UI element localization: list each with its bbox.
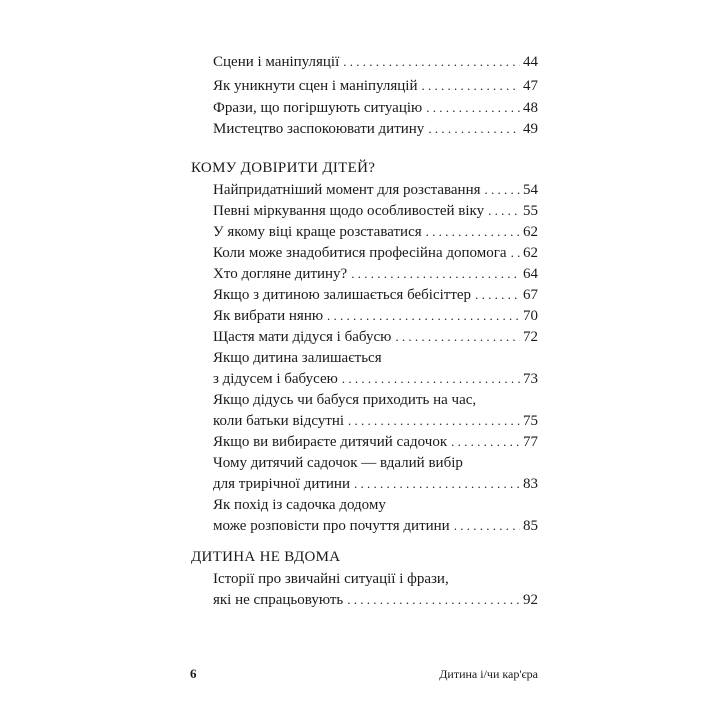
toc-entry-title: У якому віці краще розставатися <box>213 224 422 240</box>
toc-entry-page: 64 <box>523 266 538 282</box>
toc-entry <box>213 76 538 97</box>
toc-entry-title-cont: які не спрацьовують <box>213 592 344 608</box>
section-heading: КОМУ ДОВІРИТИ ДІТЕЙ? <box>191 160 376 176</box>
toc-entry <box>213 390 538 432</box>
dot-leader <box>343 52 520 72</box>
section-heading: ДИТИНА НЕ ВДОМА <box>191 549 341 565</box>
dot-leader <box>451 432 520 452</box>
toc-entry-title: Хто догляне дитину? <box>213 266 348 282</box>
toc-entry-title-cont: з дідусем і бабусею <box>213 371 338 387</box>
toc-entry-title: Якщо ви вибираєте дитячий садочок <box>213 434 448 450</box>
toc-entry <box>213 453 538 495</box>
toc-entry-title: Чому дитячий садочок — вдалий вибір <box>213 455 463 471</box>
dot-leader <box>426 222 520 242</box>
toc-entry-page: 77 <box>523 434 538 450</box>
toc-entry-page: 48 <box>523 100 538 116</box>
toc-entry <box>213 495 538 537</box>
dot-leader <box>426 98 520 118</box>
toc-entry-title: Як похід із садочка додому <box>213 497 386 513</box>
toc-entry <box>213 264 538 285</box>
toc-entry-title-cont: коли батьки відсутні <box>213 413 345 429</box>
toc-entry-title: Як уникнути сцен і маніпуляцій <box>213 78 418 94</box>
toc-entry-page: 75 <box>523 413 538 429</box>
toc-entry-title: Якщо дідусь чи бабуся приходить на час, <box>213 392 477 408</box>
toc-entry <box>213 348 538 390</box>
toc-entry-page: 67 <box>523 287 538 303</box>
dot-leader <box>488 201 520 221</box>
toc-entry-page: 49 <box>523 121 538 137</box>
dot-leader <box>485 180 520 200</box>
toc-entry-title: Якщо дитина залишається <box>213 350 382 366</box>
toc-entry-page: 44 <box>523 54 538 70</box>
toc-entry <box>213 243 538 264</box>
toc-entry <box>213 432 538 453</box>
toc-entry-title: Коли може знадобитися професійна допомога <box>213 245 507 261</box>
dot-leader <box>422 76 521 96</box>
toc-entry <box>213 327 538 348</box>
toc-entry <box>213 306 538 327</box>
dot-leader <box>428 119 520 139</box>
toc-entry <box>213 52 538 73</box>
toc-entry <box>213 201 538 222</box>
toc-entry-title-cont: може розповісти про почуття дитини <box>213 518 450 534</box>
dot-leader <box>327 306 520 326</box>
toc-entry-title: Якщо з дитиною залишається бебісіттер <box>213 287 472 303</box>
toc-entry-page: 54 <box>523 182 538 198</box>
toc-entry-title: Найпридатніший момент для розставання <box>213 182 481 198</box>
dot-leader <box>342 369 520 389</box>
toc-entry-page: 55 <box>523 203 538 219</box>
toc-entry-page: 62 <box>523 224 538 240</box>
toc-entry-title: Мистецтво заспокоювати дитину <box>213 121 425 137</box>
dot-leader <box>354 474 520 494</box>
dot-leader <box>475 285 520 305</box>
toc-entry-title: Історії про звичайні ситуації і фрази, <box>213 571 449 587</box>
dot-leader <box>351 264 520 284</box>
toc-entry-page: 92 <box>523 592 538 608</box>
toc-entry-title: Як вибрати няню <box>213 308 324 324</box>
toc-entry <box>213 222 538 243</box>
toc-entry-page: 73 <box>523 371 538 387</box>
dot-leader <box>348 411 520 431</box>
toc-entry <box>213 119 538 140</box>
toc-entry-title: Сцени і маніпуляції <box>213 54 340 70</box>
toc-entry <box>213 98 538 119</box>
dot-leader <box>511 243 520 263</box>
page-number: 6 <box>190 666 197 681</box>
toc-entry <box>213 180 538 201</box>
toc-entry-page: 72 <box>523 329 538 345</box>
dot-leader <box>347 590 520 610</box>
dot-leader <box>395 327 520 347</box>
toc-entry-title: Певні міркування щодо особливостей віку <box>213 203 485 219</box>
toc-entry-page: 85 <box>523 518 538 534</box>
toc-entry-page: 62 <box>523 245 538 261</box>
toc-entry-title: Фрази, що погіршують ситуацію <box>213 100 423 116</box>
dot-leader <box>454 516 520 536</box>
toc-entry <box>213 285 538 306</box>
toc-entry-page: 70 <box>523 308 538 324</box>
running-footer-title: Дитина і/чи кар'єра <box>439 667 538 681</box>
toc-entry-page: 83 <box>523 476 538 492</box>
toc-entry-page: 47 <box>523 78 538 94</box>
toc-entry-title-cont: для трирічної дитини <box>213 476 350 492</box>
toc-entry-title: Щастя мати дідуся і бабусю <box>213 329 392 345</box>
toc-entry <box>213 569 538 611</box>
